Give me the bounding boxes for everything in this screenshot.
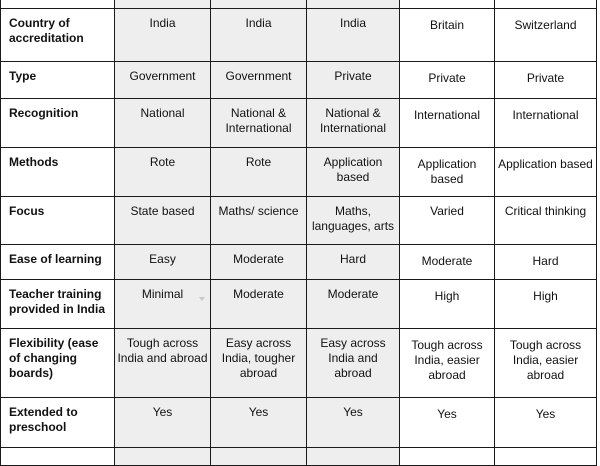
table-cell: Easy across India, tougher abroad [211, 329, 307, 398]
row-label: Ease of learning [1, 245, 115, 280]
table-cell: Britain [400, 9, 495, 62]
table-cell: Maths/ science [211, 197, 307, 245]
small-triangle-icon [199, 297, 205, 301]
table-row-flexibility [1, 329, 597, 398]
table-cell: India [307, 9, 400, 62]
table-cell: Private [495, 62, 597, 99]
table-cell-empty [495, 448, 597, 466]
table-cell: Tough across India, easier abroad [400, 329, 495, 398]
table-cell: India [115, 9, 211, 62]
table-cell: Tough across India and abroad [115, 329, 211, 398]
table-cell: International [400, 99, 495, 148]
table-cell: National [115, 99, 211, 148]
table-cell: Application based [495, 148, 597, 197]
table-row-recognition [1, 99, 597, 148]
table-row-extended-to-preschool [1, 398, 597, 448]
table-cell: Easy [115, 245, 211, 280]
table-cell-empty [495, 0, 597, 9]
table-row-cut-off-top [1, 0, 597, 9]
table-cell: Moderate [400, 245, 495, 280]
table-cell: National & International [307, 99, 400, 148]
table-cell-empty [307, 448, 400, 466]
row-label: Country of accreditation [1, 9, 115, 62]
table-cell: National & International [211, 99, 307, 148]
table-row-teacher-training [1, 280, 597, 329]
table-cell-empty [211, 0, 307, 9]
table-row-ease-of-learning [1, 245, 597, 280]
table-cell: State based [115, 197, 211, 245]
table-cell: Rote [211, 148, 307, 197]
table-cell: Government [211, 62, 307, 99]
table-cell: Tough across India, easier abroad [495, 329, 597, 398]
table-cell-empty [115, 448, 211, 466]
table-cell: High [495, 280, 597, 329]
table-cell-empty [307, 0, 400, 9]
row-label: Methods [1, 148, 115, 197]
table-cell: Hard [495, 245, 597, 280]
table-cell: Easy across India and abroad [307, 329, 400, 398]
table-row-cut-off-bottom [1, 448, 597, 466]
row-label: Teacher training provided in India [1, 280, 115, 329]
table-row-type [1, 62, 597, 99]
table-cell: India [211, 9, 307, 62]
table-cell: Yes [400, 398, 495, 448]
table-cell-empty [211, 448, 307, 466]
table-cell: High [400, 280, 495, 329]
table-cell: Yes [115, 398, 211, 448]
row-label: Flexibility (ease of changing boards) [1, 329, 115, 398]
row-label: Extended to preschool [1, 398, 115, 448]
row-label: Focus [1, 197, 115, 245]
table-row-methods [1, 148, 597, 197]
table-cell: Critical thinking [495, 197, 597, 245]
table-cell: Private [400, 62, 495, 99]
table-cell: Yes [495, 398, 597, 448]
table-cell: Application based [307, 148, 400, 197]
table-cell: Government [115, 62, 211, 99]
table-cell: Moderate [211, 280, 307, 329]
table-cell-empty [400, 448, 495, 466]
table-cell: Maths, languages, arts [307, 197, 400, 245]
table-cell: Switzerland [495, 9, 597, 62]
table-cell: Varied [400, 197, 495, 245]
table-cell-empty [1, 448, 115, 466]
table-cell: Yes [307, 398, 400, 448]
table-cell: Moderate [211, 245, 307, 280]
row-label: Recognition [1, 99, 115, 148]
table-cell-empty [400, 0, 495, 9]
table-cell: Moderate [307, 280, 400, 329]
table-cell: Yes [211, 398, 307, 448]
table-cell: Application based [400, 148, 495, 197]
table-cell-empty [1, 0, 115, 9]
table-row-focus [1, 197, 597, 245]
table-cell: Minimal [115, 280, 211, 329]
table-cell: Rote [115, 148, 211, 197]
table-cell: Hard [307, 245, 400, 280]
table-cell: Private [307, 62, 400, 99]
row-label: Type [1, 62, 115, 99]
table-cell: International [495, 99, 597, 148]
table-cell-empty [115, 0, 211, 9]
table-row-country-of-accreditation [1, 9, 597, 62]
